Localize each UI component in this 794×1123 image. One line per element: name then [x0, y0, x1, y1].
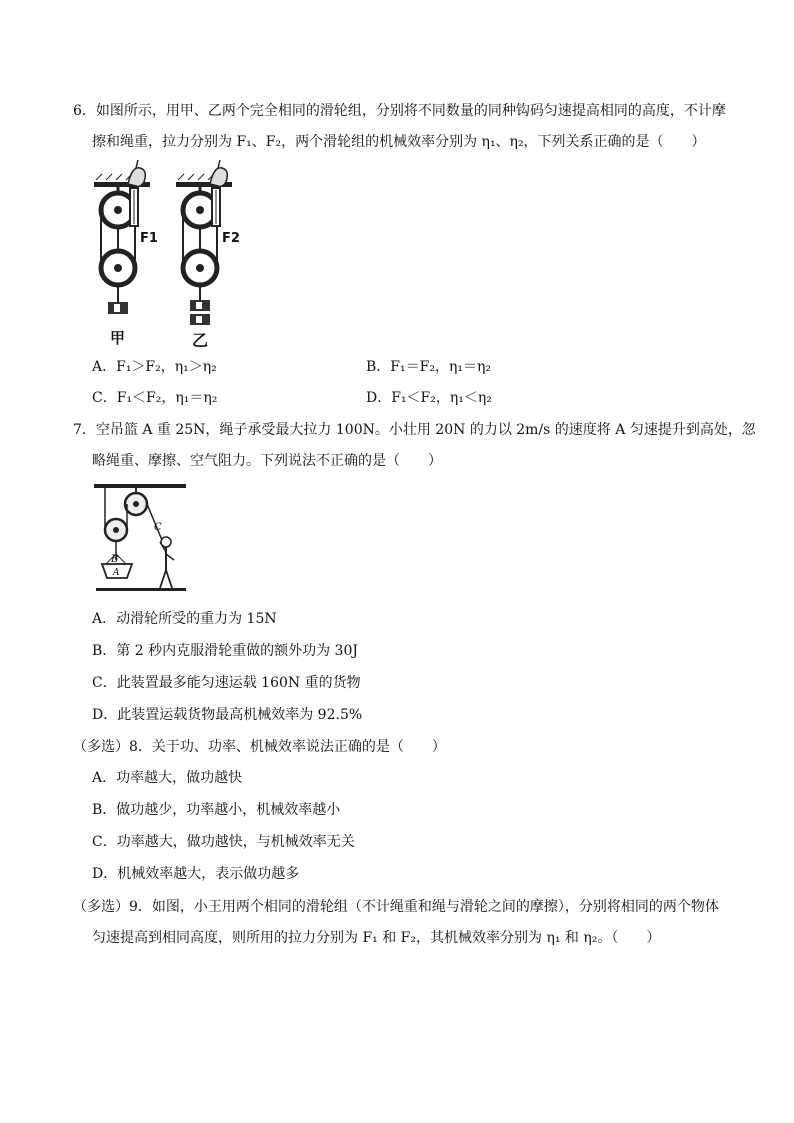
q6-stem-line2: 擦和绳重，拉力分别为 F₁、F₂，两个滑轮组的机械效率分别为 η₁、η₂，下列关系正确的是（ ） [92, 134, 706, 150]
label-a: A [113, 568, 120, 578]
q8-stem: （多选）8．关于功、功率、机械效率说法正确的是（ ） [73, 739, 446, 755]
q7-option-d[interactable]: D．此装置运载货物最高机械效率为 92.5% [92, 707, 363, 723]
q9-stem-line2: 匀速提高到相同高度，则所用的拉力分别为 F₁ 和 F₂，其机械效率分别为 η₁ 和 η₂。（ ） [92, 930, 661, 946]
q6-option-b[interactable]: B．F₁＝F₂，η₁＝η₂ [366, 359, 491, 375]
q6-pulley-figure [92, 160, 242, 350]
q9-stem-line1: （多选）9．如图，小王用两个相同的滑轮组（不计绳重和绳与滑轮之间的摩擦），分别将相同的两个物体 [73, 899, 719, 915]
hand-right-icon [210, 168, 227, 187]
q8-option-b[interactable]: B．做功越少，功率越小，机械效率越小 [92, 802, 341, 818]
q7-stem-line2: 略绳重、摩擦、空气阻力。下列说法不正确的是（ ） [92, 453, 442, 469]
q8-option-c[interactable]: C．功率越大，做功越快，与机械效率无关 [92, 834, 355, 850]
label-b: B [111, 554, 119, 565]
q6-option-d[interactable]: D．F₁＜F₂，η₁＜η₂ [366, 390, 492, 406]
q6-stem-line1: 6．如图所示，用甲、乙两个完全相同的滑轮组，分别将不同数量的同种钩码匀速提高相同的高度，不计摩 [73, 103, 726, 119]
force-label-left: F1 [140, 231, 158, 246]
q7-basket-figure [92, 480, 190, 598]
hand-left-icon [128, 168, 145, 187]
q8-option-a[interactable]: A．功率越大，做功越快 [92, 770, 243, 786]
force-label-right: F2 [222, 231, 240, 246]
figure-label-yi: 乙 [192, 331, 209, 350]
q6-option-a[interactable]: A．F₁＞F₂，η₁＞η₂ [92, 359, 217, 375]
ceiling [94, 484, 186, 488]
q6-option-c[interactable]: C．F₁＜F₂，η₁＝η₂ [92, 390, 218, 406]
q7-option-c[interactable]: C．此装置最多能匀速运载 160N 重的货物 [92, 675, 361, 691]
label-c: C [154, 522, 162, 533]
q7-option-a[interactable]: A．动滑轮所受的重力为 15N [92, 611, 277, 627]
figure-label-jia: 甲 [110, 329, 126, 347]
floor [96, 588, 186, 591]
q7-stem-line1: 7．空吊篮 A 重 25N，绳子承受最大拉力 100N。小壮用 20N 的力以 2m/s 的速度将 A 匀速提升到高处，忽 [73, 422, 756, 438]
q8-option-d[interactable]: D．机械效率越大，表示做功越多 [92, 866, 300, 882]
q7-option-b[interactable]: B．第 2 秒内克服滑轮重做的额外功为 30J [92, 643, 358, 659]
